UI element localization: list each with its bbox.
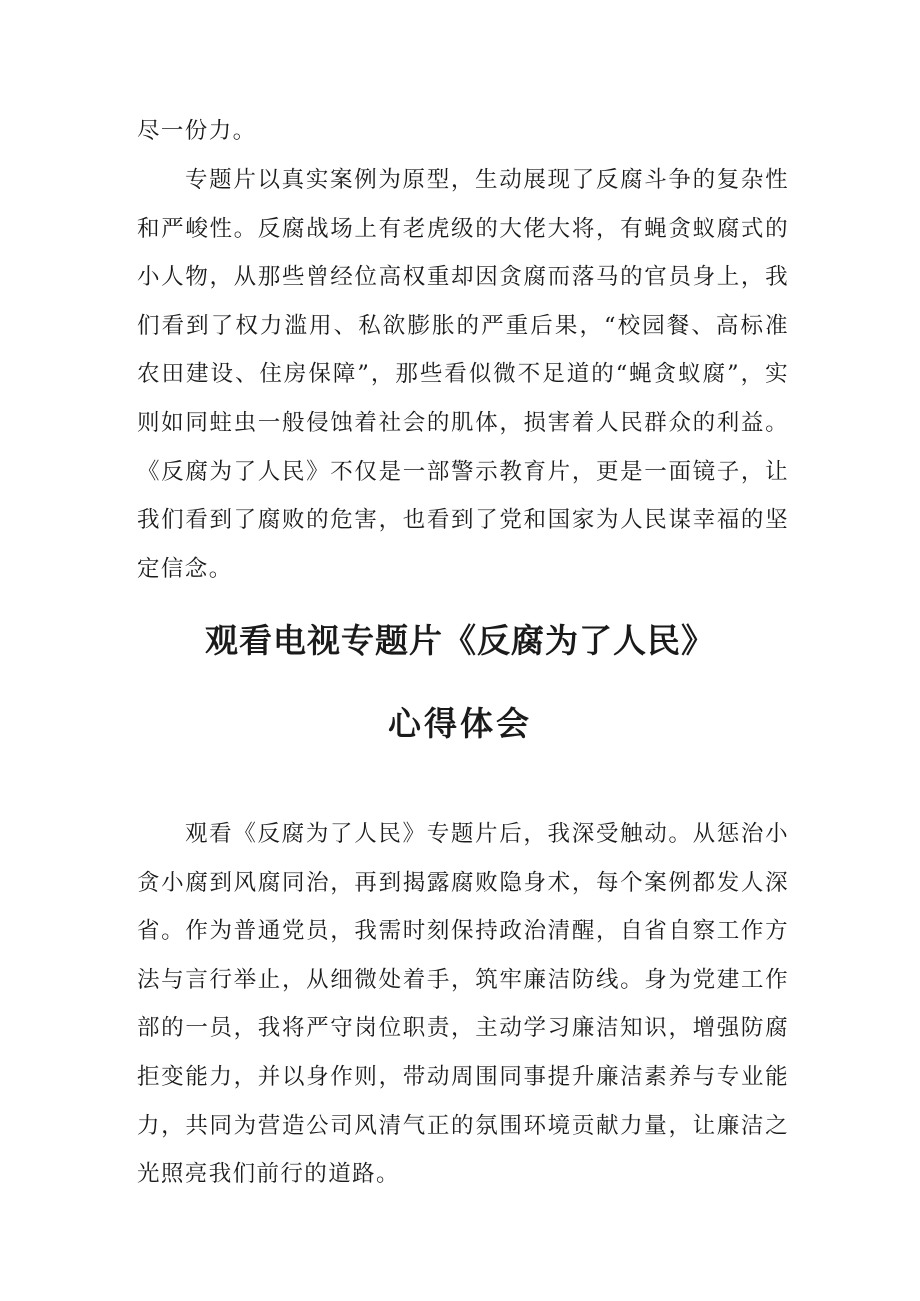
paragraph-documentary-summary: 专题片以真实案例为原型，生动展现了反腐斗争的复杂性和严峻性。反腐战场上有老虎级的大佬大将，有蝇贪蚁腐式的小人物，从那些曾经位高权重却因贪腐而落马的官员身上，我们看到了权力滥用、私欲膨胀的严重后果，“校园餐、高标准农田建设、住房保障”，那些看似微不足道的“蝇贪蚁腐”，实则如同蛀虫一般侵蚀着社会的肌体，损害着人民群众的利益。《反腐为了人民》不仅是一部警示教育片，更是一面镜子，让我们看到了腐败的危害，也看到了党和国家为人民谋幸福的坚定信念。	[137, 167, 789, 582]
paragraph-reflection: 观看《反腐为了人民》专题片后，我深受触动。从惩治小贪小腐到风腐同治，再到揭露腐败隐身术，每个案例都发人深省。作为普通党员，我需时刻保持政治清醒，自省自察工作方法与言行举止，从细微处着手，筑牢廉洁防线。身为党建工作部的一员，我将严守岗位职责，主动学习廉洁知识，增强防腐拒变能力，并以身作则，带动周围同事提升廉洁素养与专业能力，共同为营造公司风清气正的氛围环境贡献力量，让廉洁之光照亮我们前行的道路。	[137, 821, 789, 1188]
section-title-line1: 观看电视专题片《反腐为了人民》	[205, 621, 715, 660]
paragraph-continued: 尽一份力。	[137, 118, 257, 144]
section-title-line2: 心得体会	[388, 704, 532, 743]
